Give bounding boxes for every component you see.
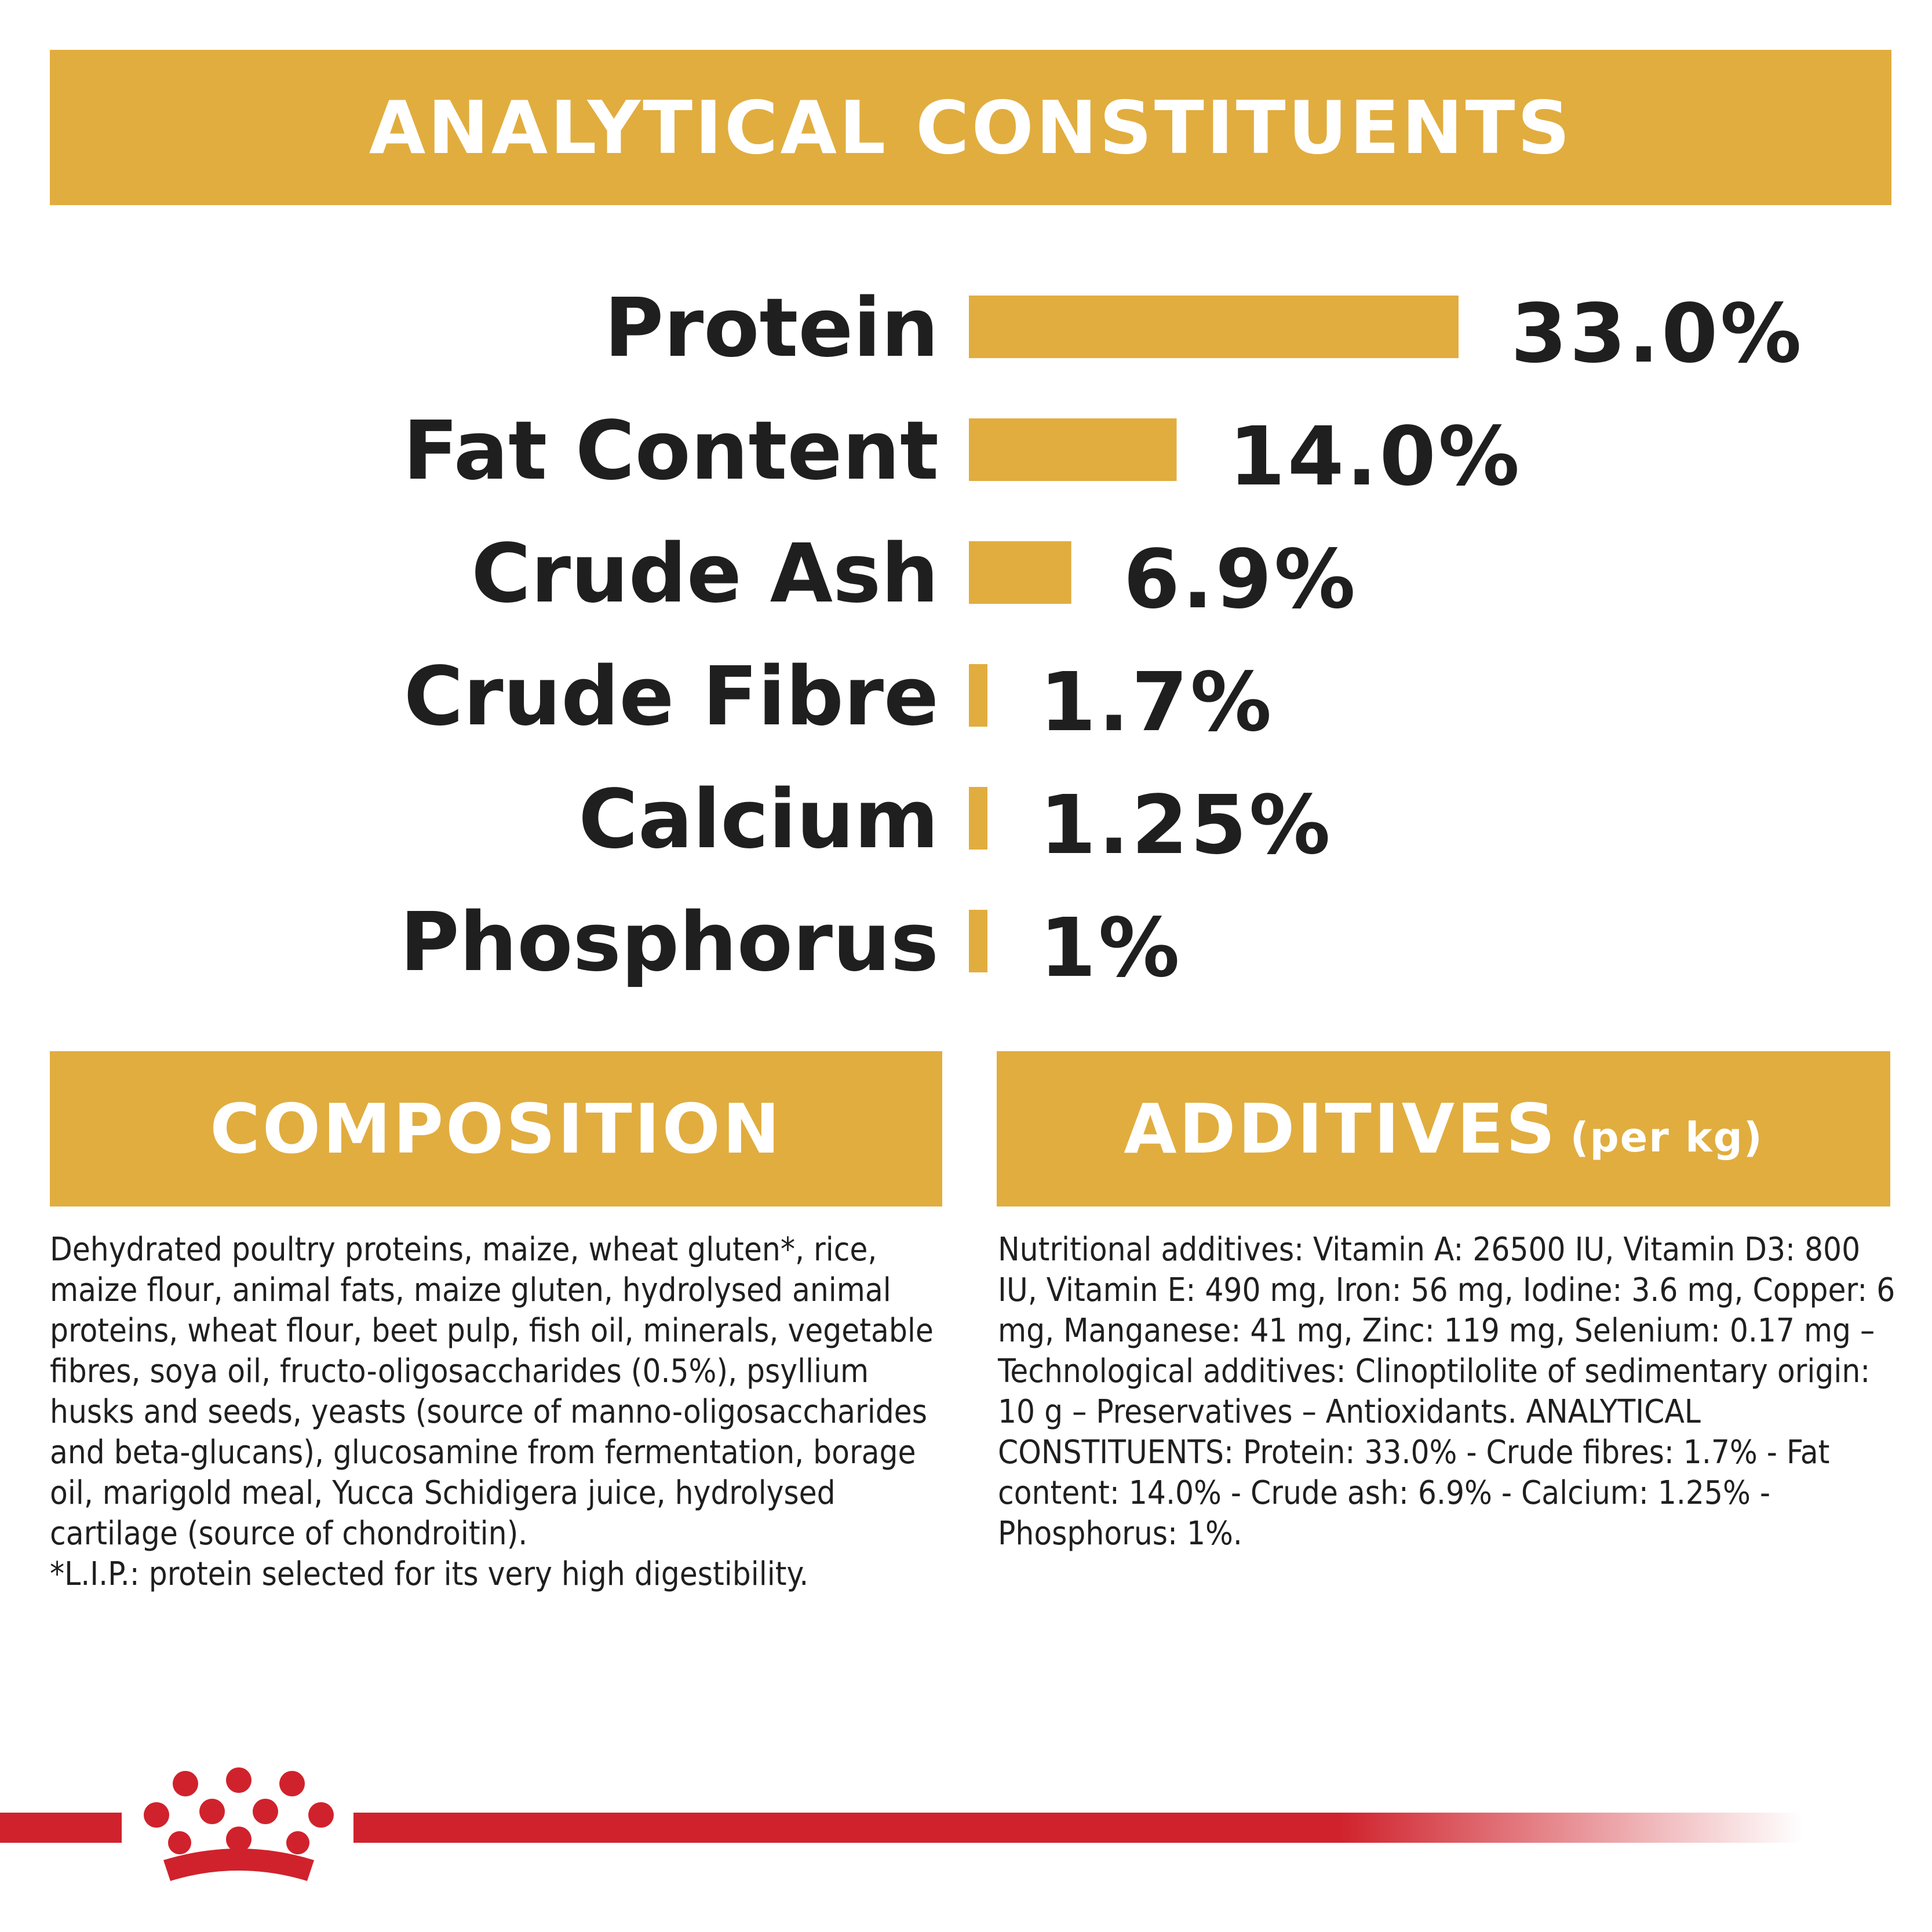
category-label: Protein	[604, 281, 939, 376]
bar	[969, 787, 987, 850]
analytical-constituents-banner	[50, 50, 1891, 205]
footer-red-line-right	[353, 1813, 1802, 1843]
bar	[969, 664, 987, 727]
bar	[969, 296, 1459, 358]
additives-banner	[997, 1051, 1890, 1206]
constituents-bar-chart	[0, 255, 1932, 1008]
value-label: 1.7%	[1040, 655, 1274, 750]
composition-title: COMPOSITION	[210, 1089, 782, 1169]
additives-text: Nutritional additives: Vitamin A: 26500 IU, Vitamin D3: 800 IU, Vitamin E: 490 mg, Iron: 56 mg, Iodine: 3.6 mg, Copper: 6 mg, Manganese: 41 mg, Zinc: 119 mg, Selenium: 0.17 mg – Technological additives: Clinoptilolite of sedimentary origin: 10 g – Preservatives – Antioxidants. ANALYTICAL CONSTITUENTS: Protein: 33.0% - Crude fibres: 1.7% - Fat content: 14.0% - Crude ash: 6.9% - Calcium: 1.25% - Phosphorus: 1%.	[998, 1231, 1895, 1552]
category-label: Crude Fibre	[403, 650, 939, 744]
royal-canin-crown-icon	[134, 1767, 343, 1889]
category-label: Crude Ash	[471, 527, 939, 621]
page-title: ANALYTICAL CONSTITUENTS	[369, 85, 1573, 170]
category-label: Phosphorus	[400, 895, 939, 990]
additives-title: ADDITIVES	[1124, 1089, 1558, 1169]
bar	[969, 910, 987, 972]
category-label: Calcium	[578, 772, 939, 867]
value-label: 1%	[1040, 901, 1182, 996]
composition-text: Dehydrated poultry proteins, maize, wheat gluten*, rice, maize flour, animal fats, maize gluten, hydrolysed animal proteins, wheat flour, beet pulp, fish oil, minerals, vegetable fibres, soya oil, fructo-oligosaccharides (0.5%), psyllium husks and seeds, yeasts (source of manno-oligosaccharides and beta-glucans), glucosamine from fermentation, borage oil, marigold meal, Yucca Schidigera juice, hydrolysed cartilage (source of chondroitin). *L.I.P.: protein selected for its very high digestibility.	[50, 1231, 934, 1593]
value-label: 14.0%	[1229, 410, 1522, 504]
value-label: 1.25%	[1040, 778, 1333, 873]
footer-red-line-left	[0, 1813, 122, 1843]
value-label: 6.9%	[1123, 533, 1358, 627]
bar	[969, 418, 1176, 481]
composition-banner	[50, 1051, 942, 1206]
bar	[969, 541, 1071, 604]
value-label: 33.0%	[1511, 287, 1804, 381]
additives-unit: (per kg)	[1570, 1114, 1763, 1161]
category-label: Fat Content	[403, 404, 939, 498]
